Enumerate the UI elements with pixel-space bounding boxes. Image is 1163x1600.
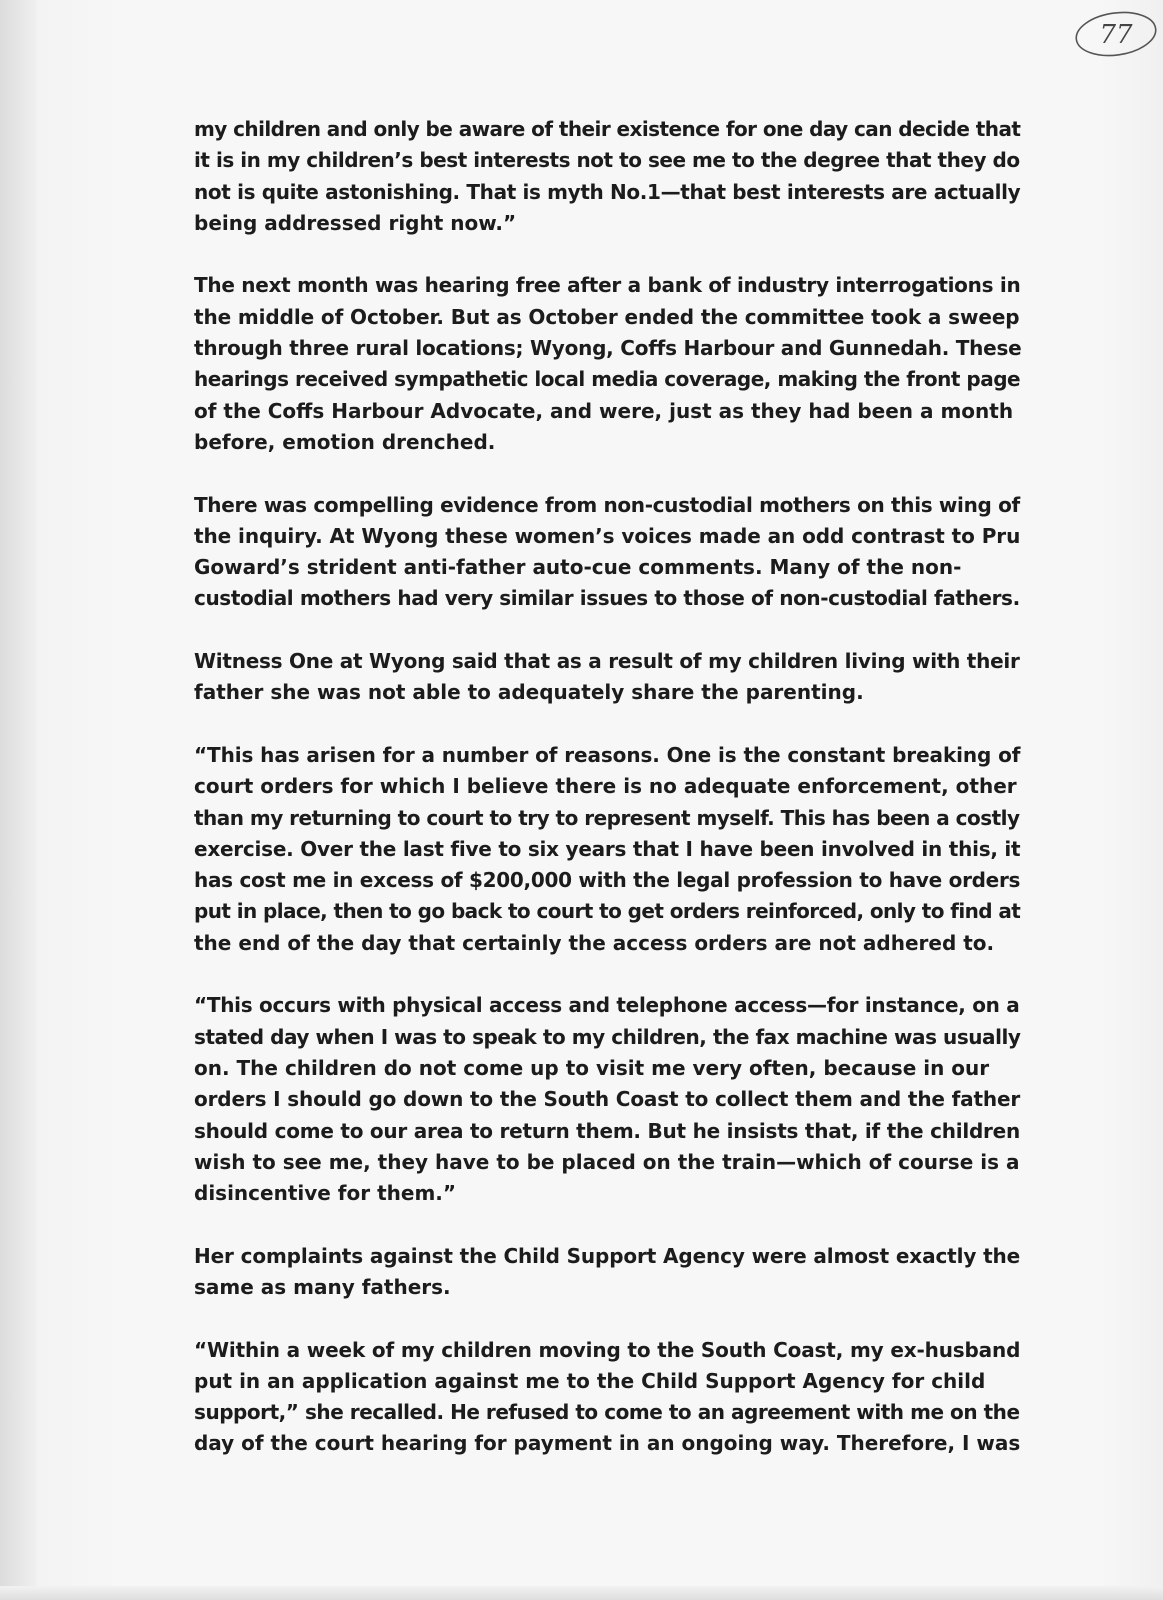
text-line: before, emotion drenched. xyxy=(194,429,496,454)
text-line: should come to our area to return them. But he insists that, if the children xyxy=(194,1118,1020,1143)
text-line: court orders for which I believe there is no adequate enforcement, other xyxy=(194,774,1017,799)
paragraph xyxy=(194,646,1024,709)
text-line: on. The children do not come up to visit me very often, because in our xyxy=(194,1055,990,1080)
text-line: it is in my children’s best interests not to see me to the degree that they do xyxy=(194,148,1020,173)
text-line: Goward’s strident anti-father auto-cue comments. Many of the non- xyxy=(194,555,962,580)
text-line: support,” she recalled. He refused to come to an agreement with me on the xyxy=(194,1400,1020,1425)
text-line: day of the court hearing for payment in an ongoing way. Therefore, I was xyxy=(194,1431,1021,1456)
text-line: put in place, then to go back to court to get orders reinforced, only to find at xyxy=(194,899,1021,924)
paragraph xyxy=(194,1335,1024,1460)
text-line: the inquiry. At Wyong these women’s voices made an odd contrast to Pru xyxy=(194,523,1021,548)
text-line: “Within a week of my children moving to the South Coast, my ex-husband xyxy=(194,1337,1021,1362)
paragraph xyxy=(194,1241,1024,1304)
text-line: There was compelling evidence from non-custodial mothers on this wing of xyxy=(194,492,1020,517)
text-line: wish to see me, they have to be placed on the train—which of course is a xyxy=(194,1149,1020,1174)
paragraph xyxy=(194,490,1024,615)
text-line: stated day when I was to speak to my children, the fax machine was usually xyxy=(194,1024,1021,1049)
text-line: than my returning to court to try to represent myself. This has been a costly xyxy=(194,805,1020,830)
text-line: through three rural locations; Wyong, Coffs Harbour and Gunnedah. These xyxy=(194,336,1022,361)
text-line: my children and only be aware of their existence for one day can decide that xyxy=(194,117,1021,141)
text-line: has cost me in excess of $200,000 with the legal profession to have orders xyxy=(194,868,1021,893)
text-line: father she was not able to adequately share the parenting. xyxy=(194,680,864,705)
handwritten-page-number xyxy=(1072,10,1160,60)
text-line: exercise. Over the last five to six years that I have been involved in this, it xyxy=(194,836,1021,861)
paragraph xyxy=(194,270,1024,458)
text-line: same as many fathers. xyxy=(194,1274,451,1299)
paragraph xyxy=(194,990,1024,1209)
text-line: hearings received sympathetic local media coverage, making the front page xyxy=(194,367,1021,392)
text-line: orders I should go down to the South Coast to collect them and the father xyxy=(194,1087,1021,1112)
text-line: disincentive for them.” xyxy=(194,1181,457,1206)
document-body xyxy=(194,114,1024,1491)
text-line: put in an application against me to the Child Support Agency for child xyxy=(194,1368,986,1393)
text-line: “This occurs with physical access and telephone access—for instance, on a xyxy=(194,993,1020,1018)
text-line: the end of the day that certainly the access orders are not adhered to. xyxy=(194,930,995,955)
text-line: not is quite astonishing. That is myth No.1—that best interests are actually xyxy=(194,179,1021,204)
text-line: “This has arisen for a number of reasons. One is the constant breaking of xyxy=(194,742,1021,767)
text-line: of the Coffs Harbour Advocate, and were, just as they had been a month xyxy=(194,398,1014,423)
text-line: Her complaints against the Child Support Agency were almost exactly the xyxy=(194,1243,1021,1268)
page-bottom-shadow xyxy=(0,1586,1163,1600)
text-line: Witness One at Wyong said that as a result of my children living with their xyxy=(194,649,1020,674)
text-line: the middle of October. But as October ended the committee took a sweep xyxy=(194,304,1020,329)
page-left-shadow xyxy=(0,0,36,1600)
paragraph xyxy=(194,114,1024,239)
paragraph xyxy=(194,740,1024,959)
circled-number-icon xyxy=(1072,10,1160,60)
page-number-text: 77 xyxy=(1099,20,1133,50)
text-line: The next month was hearing free after a bank of industry interrogations in xyxy=(194,273,1021,298)
text-line: being addressed right now.” xyxy=(194,210,517,235)
text-line: custodial mothers had very similar issues to those of non-custodial fathers. xyxy=(194,586,1020,611)
